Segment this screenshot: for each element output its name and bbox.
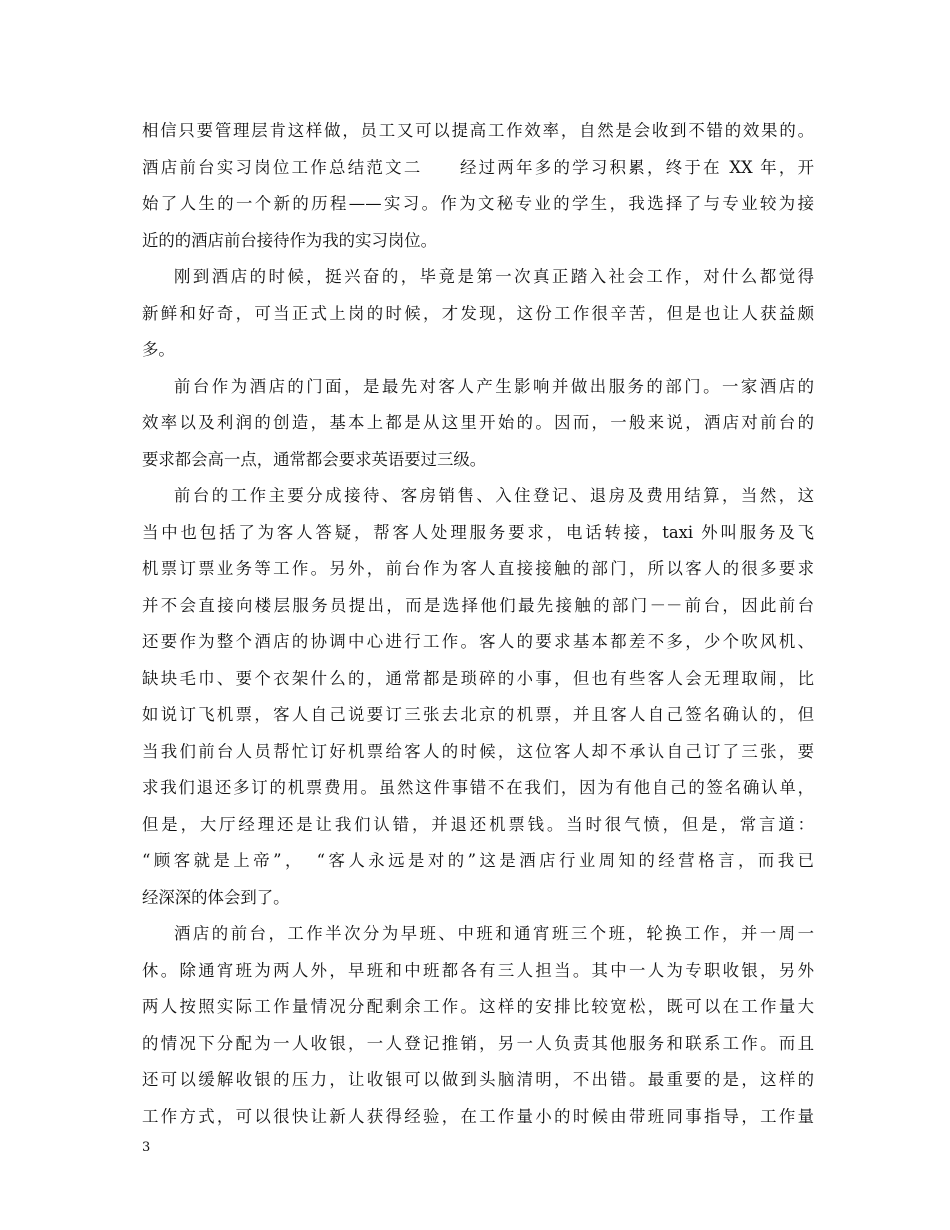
text-line: 还可以缓解收银的压力，让收银可以做到头脑清明，不出错。最重要的是，这样的 bbox=[142, 1070, 814, 1089]
text-line: 两人按照实际工作量情况分配剩余工作。这样的安排比较宽松，既可以在工作量大 bbox=[142, 997, 814, 1016]
body-text bbox=[142, 113, 814, 1135]
text-line: “顾客就是上帝”， “客人永远是对的”这是酒店行业周知的经营格言，而我已 bbox=[142, 851, 814, 870]
text-line: 机票订票业务等工作。另外，前台作为客人直接接触的部门，所以客人的很多要求 bbox=[142, 559, 814, 578]
text-line: 新鲜和好奇，可当正式上岗的时候，才发现，这份工作很辛苦，但是也让人获益颇 bbox=[142, 303, 814, 323]
text-line: 近的的酒店前台接待作为我的实习岗位。 bbox=[142, 230, 438, 250]
text-line: 前台的工作主要分成接待、客房销售、入住登记、退房及费用结算，当然，这 bbox=[174, 486, 814, 505]
text-line: 经深深的体会到了。 bbox=[142, 887, 290, 907]
text-line: 但是，大厅经理还是让我们认错，并退还机票钱。当时很气愤，但是，常言道： bbox=[142, 814, 814, 834]
text-line: 的情况下分配为一人收银，一人登记推销，另一人负责其他服务和联系工作。而且 bbox=[142, 1033, 814, 1053]
text-line: 酒店前台实习岗位工作总结范文二 经过两年多的学习积累，终于在 XX 年，开 bbox=[142, 157, 814, 177]
text-line: 如说订飞机票，客人自己说要订三张去北京的机票，并且客人自己签名确认的，但 bbox=[142, 705, 814, 724]
text-line: 前台作为酒店的门面，是最先对客人产生影响并做出服务的部门。一家酒店的 bbox=[174, 376, 814, 396]
text-line: 刚到酒店的时候，挺兴奋的，毕竟是第一次真正踏入社会工作，对什么都觉得 bbox=[174, 267, 814, 286]
text-line: 并不会直接向楼层服务员提出，而是选择他们最先接触的部门－－前台，因此前台 bbox=[142, 595, 814, 615]
text-line: 当中也包括了为客人答疑，帮客人处理服务要求，电话转接，taxi 外叫服务及飞 bbox=[142, 522, 814, 542]
text-line: 休。除通宵班为两人外，早班和中班都各有三人担当。其中一人为专职收银，另外 bbox=[142, 960, 814, 980]
text-line: 要求都会高一点，通常都会要求英语要过三级。 bbox=[142, 449, 487, 469]
text-line: 当我们前台人员帮忙订好机票给客人的时候，这位客人却不承认自己订了三张，要 bbox=[142, 741, 814, 761]
text-line: 始了人生的一个新的历程——实习。作为文秘专业的学生，我选择了与专业较为接 bbox=[142, 194, 814, 213]
text-line: 缺块毛巾、要个衣架什么的，通常都是琐碎的小事，但也有些客人会无理取闹，比 bbox=[142, 668, 814, 688]
text-line: 效率以及利润的创造，基本上都是从这里开始的。因而，一般来说，酒店对前台的 bbox=[142, 413, 814, 432]
text-line: 多。 bbox=[142, 340, 175, 359]
text-line: 相信只要管理层肯这样做，员工又可以提高工作效率，自然是会收到不错的效果的。 bbox=[142, 121, 814, 140]
text-line: 还要作为整个酒店的协调中心进行工作。客人的要求基本都差不多，少个吹风机、 bbox=[142, 632, 814, 651]
text-line: 酒店的前台，工作半次分为早班、中班和通宵班三个班，轮换工作，并一周一 bbox=[174, 924, 814, 943]
page-number: 3 bbox=[142, 1140, 151, 1155]
text-line: 求我们退还多订的机票费用。虽然这件事错不在我们，因为有他自己的签名确认单， bbox=[142, 778, 814, 797]
text-line: 工作方式，可以很快让新人获得经验，在工作量小的时候由带班同事指导，工作量 bbox=[142, 1106, 814, 1126]
